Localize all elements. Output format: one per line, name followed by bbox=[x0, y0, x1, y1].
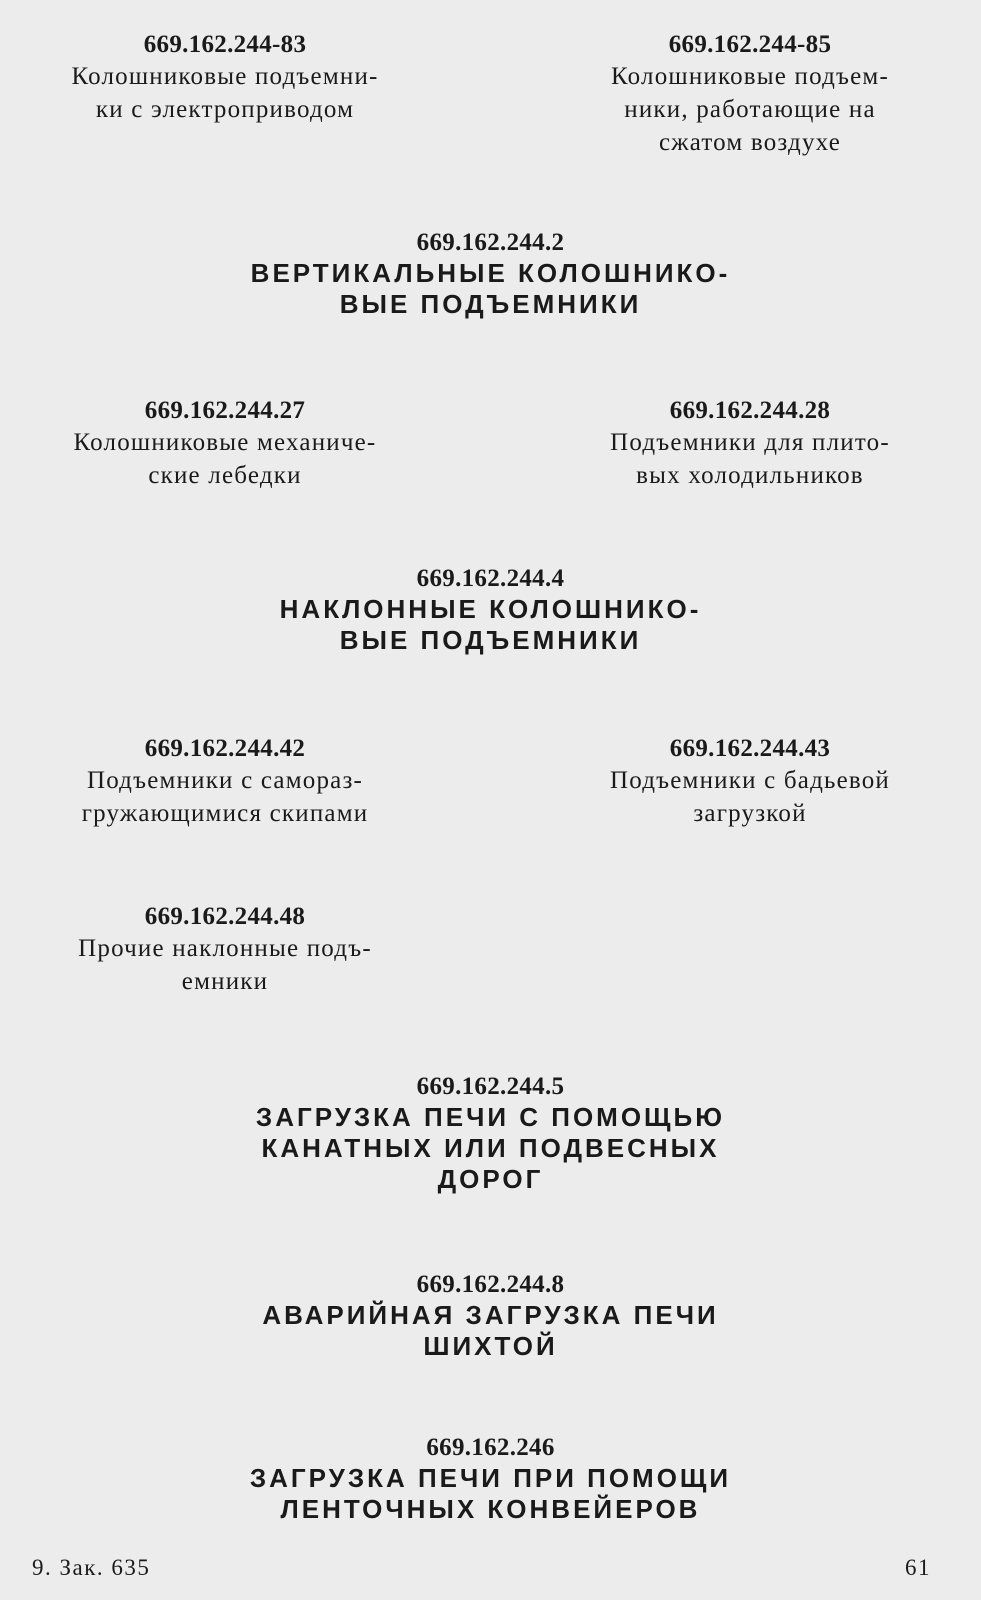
entry-desc-line: сжатом воздухе bbox=[658, 129, 842, 156]
section-title-line: ДОРОГ bbox=[437, 1164, 544, 1194]
entry-669-162-244-83 bbox=[30, 30, 420, 126]
section-title-line: КАНАТНЫХ ИЛИ ПОДВЕСНЫХ bbox=[261, 1133, 720, 1163]
section-title-line: ВЫЕ ПОДЪЕМНИКИ bbox=[339, 625, 642, 655]
section-title-line: ВЫЕ ПОДЪЕМНИКИ bbox=[339, 289, 642, 319]
section-code: 669.162.246 bbox=[426, 1434, 555, 1461]
section-title-line: НАКЛОННЫЕ КОЛОШНИКО- bbox=[279, 594, 702, 624]
section-code: 669.162.244.4 bbox=[416, 565, 565, 592]
entry-desc-line: Прочие наклонные подъ- bbox=[78, 935, 372, 962]
section-title-line: ВЕРТИКАЛЬНЫЕ КОЛОШНИКО- bbox=[250, 258, 731, 288]
entry-code: 669.162.244.43 bbox=[669, 735, 831, 762]
entry-669-162-244-28 bbox=[565, 396, 935, 492]
section-669-162-244-5 bbox=[150, 1072, 831, 1195]
section-title-line: ШИХТОЙ bbox=[423, 1331, 558, 1361]
entry-desc-line: Колошниковые подъем- bbox=[611, 63, 889, 90]
entry-desc-line: загрузкой bbox=[693, 800, 807, 827]
entry-669-162-244-48 bbox=[30, 902, 420, 998]
entry-code: 669.162.244-83 bbox=[143, 31, 307, 58]
footer-order-note: 9. Зак. 635 bbox=[32, 1555, 151, 1580]
entry-desc-line: Подъемники с бадьевой bbox=[609, 767, 891, 794]
section-code: 669.162.244.2 bbox=[416, 229, 565, 256]
section-669-162-244-8 bbox=[150, 1270, 831, 1362]
entry-desc-line: ники, работающие на bbox=[624, 96, 876, 123]
entry-669-162-244-43 bbox=[565, 734, 935, 830]
section-code: 669.162.244.8 bbox=[416, 1271, 565, 1298]
section-title-line: АВАРИЙНАЯ ЗАГРУЗКА ПЕЧИ bbox=[262, 1300, 719, 1330]
section-title-line: ЛЕНТОЧНЫХ КОНВЕЙЕРОВ bbox=[280, 1494, 701, 1524]
entry-desc-line: вых холодильников bbox=[636, 462, 864, 489]
page-number: 61 bbox=[905, 1555, 931, 1580]
entry-desc-line: Колошниковые механиче- bbox=[73, 429, 377, 456]
section-669-162-246 bbox=[150, 1433, 831, 1525]
section-669-162-244-2 bbox=[150, 228, 831, 320]
section-title-line: ЗАГРУЗКА ПЕЧИ С ПОМОЩЬЮ bbox=[255, 1102, 726, 1132]
entry-desc-line: Подъемники для плито- bbox=[610, 429, 890, 456]
section-code: 669.162.244.5 bbox=[416, 1073, 565, 1100]
entry-669-162-244-42 bbox=[30, 734, 420, 830]
section-title-line: ЗАГРУЗКА ПЕЧИ ПРИ ПОМОЩИ bbox=[249, 1463, 732, 1493]
entry-desc-line: ки с электроприводом bbox=[95, 96, 355, 123]
entry-desc-line: Колошниковые подъемни- bbox=[71, 63, 379, 90]
entry-desc-line: ские лебедки bbox=[148, 462, 302, 489]
entry-code: 669.162.244.27 bbox=[144, 397, 306, 424]
entry-desc-line: гружающимися скипами bbox=[81, 800, 369, 827]
entry-669-162-244-27 bbox=[30, 396, 420, 492]
entry-desc-line: емники bbox=[181, 968, 269, 995]
entry-desc-line: Подъемники с самораз- bbox=[86, 767, 364, 794]
entry-code: 669.162.244.42 bbox=[144, 735, 306, 762]
section-669-162-244-4 bbox=[150, 564, 831, 656]
entry-669-162-244-85 bbox=[565, 30, 935, 159]
entry-code: 669.162.244.28 bbox=[669, 397, 831, 424]
entry-code: 669.162.244.48 bbox=[144, 903, 306, 930]
entry-code: 669.162.244-85 bbox=[668, 31, 832, 58]
